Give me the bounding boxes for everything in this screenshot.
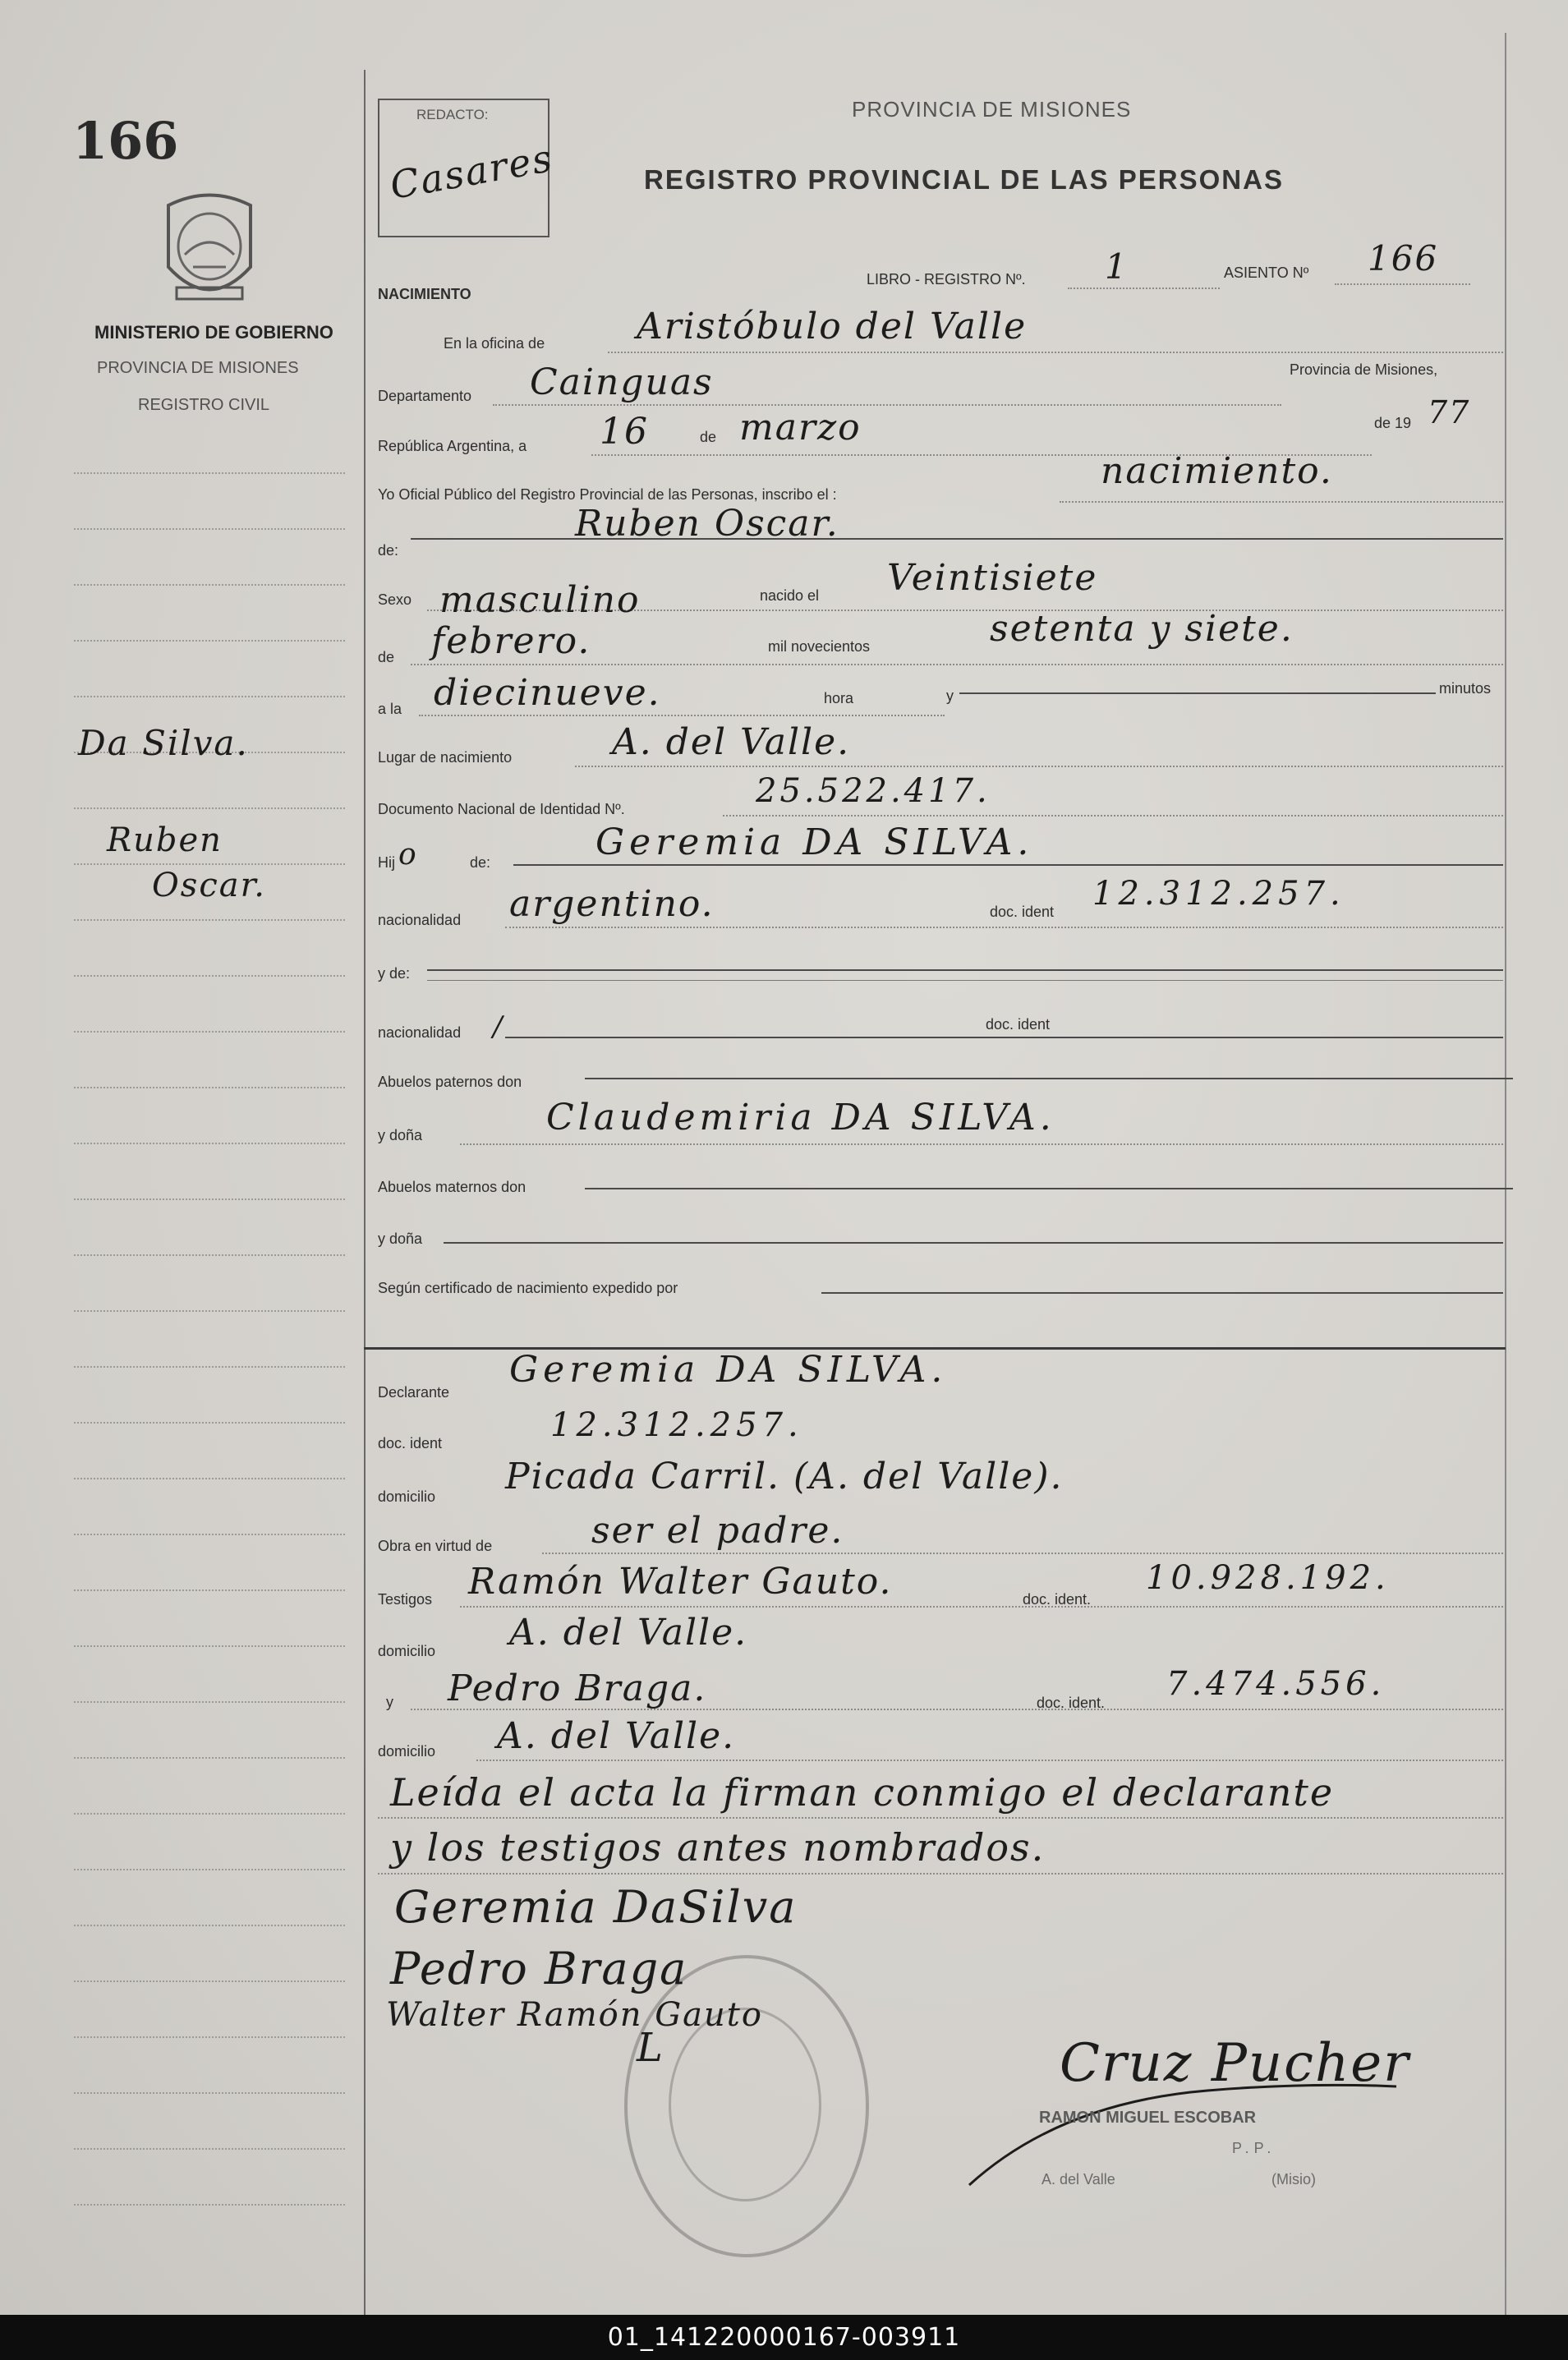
obra-value: ser el padre. — [591, 1510, 844, 1552]
nac2-value: / — [493, 1010, 504, 1043]
testigo2-doc-label: doc. ident. — [1037, 1695, 1106, 1711]
abm-don-label: Abuelos maternos don — [378, 1179, 526, 1195]
official-place: A. del Valle — [1042, 2171, 1115, 2187]
redacto-box — [378, 99, 557, 237]
lugar-label: Lugar de nacimiento — [378, 749, 513, 766]
hora-y-label: y — [946, 688, 954, 704]
official-dept: (Misio) — [1271, 2171, 1316, 2187]
declarante-doc-value: 12.312.257. — [550, 1406, 803, 1444]
ministry-line3: REGISTRO CIVIL — [138, 396, 270, 414]
republica-day: 16 — [600, 411, 649, 453]
testigo1-doc-label: doc. ident. — [1023, 1591, 1092, 1608]
asiento-value: 166 — [1368, 238, 1439, 278]
testigos-label: Testigos — [378, 1591, 433, 1608]
minutos-label: minutos — [1439, 680, 1492, 697]
domicilio2-value: A. del Valle. — [509, 1612, 748, 1654]
mil-label: mil novecientos — [768, 638, 871, 655]
madre-value: Geremia DA SILVA. — [595, 821, 1034, 863]
nac1-label: nacionalidad — [378, 912, 462, 928]
doc1-value: 12.312.257. — [1092, 875, 1345, 913]
inscribo-value: nacimiento. — [1101, 450, 1333, 492]
republica-month: marzo — [739, 407, 862, 449]
testigo1-doc-value: 10.928.192. — [1146, 1559, 1390, 1597]
signature-testigo2: Pedro Braga — [390, 1943, 688, 1994]
sexo-value: masculino — [439, 579, 641, 621]
signature-flourish-icon — [961, 2070, 1405, 2193]
asiento-label: ASIENTO Nº — [1224, 265, 1309, 281]
libro-label: LIBRO - REGISTRO Nº. — [867, 271, 1026, 288]
doc2-label: doc. ident — [986, 1016, 1051, 1033]
departamento-value: Cainguas — [530, 361, 714, 403]
provincia-label: Provincia de Misiones, — [1290, 361, 1438, 378]
official-title: P.P. — [1232, 2140, 1276, 2156]
domicilio3-value: A. del Valle. — [497, 1715, 736, 1757]
page-number: 166 — [72, 111, 179, 171]
abp-dona-label: y doña — [378, 1127, 423, 1143]
departamento-label: Departamento — [378, 388, 472, 404]
lugar-value: A. del Valle. — [612, 721, 851, 763]
libro-value: 1 — [1105, 246, 1129, 287]
hora-label: hora — [824, 690, 854, 706]
hijo-label: Hij — [378, 854, 395, 871]
nacido-label: nacido el — [760, 587, 820, 604]
mil-value: setenta y siete. — [990, 608, 1294, 650]
documento-label: Documento Nacional de Identidad Nº. — [378, 801, 625, 817]
year-label: de 19 — [1374, 415, 1412, 431]
domicilio2-label: domicilio — [378, 1643, 436, 1659]
signature-declarante: Geremia DaSilva — [394, 1881, 798, 1933]
certificado-label: Según certificado de nacimiento expedido por — [378, 1280, 678, 1296]
nombre-value: Ruben Oscar. — [575, 503, 839, 545]
documento-value: 25.522.417. — [756, 772, 991, 810]
closing-line1: Leída el acta la firman conmigo el declarante — [390, 1770, 1335, 1815]
republica-label: República Argentina, a — [378, 438, 527, 454]
domicilio3-label: domicilio — [378, 1743, 436, 1760]
declarante-doc-label: doc. ident — [378, 1435, 443, 1451]
official-name: RAMON MIGUEL ESCOBAR — [1039, 2109, 1257, 2127]
nombre-de-label: de: — [378, 542, 399, 559]
margin-note-surname: Da Silva. — [78, 723, 249, 763]
domicilio-value: Picada Carril. (A. del Valle). — [505, 1456, 1064, 1497]
oficina-value: Aristóbulo del Valle — [637, 306, 1028, 347]
sexo-label: Sexo — [378, 591, 412, 608]
registry-title: REGISTRO PROVINCIAL DE LAS PERSONAS — [644, 164, 1284, 195]
domicilio-label: domicilio — [378, 1488, 436, 1505]
oficina-label: En la oficina de — [444, 335, 545, 352]
obra-label: Obra en virtud de — [378, 1538, 493, 1554]
mes-de-label: de — [378, 649, 395, 665]
footer-code: 01_141220000167-003911 — [607, 2323, 961, 2352]
republica-de-label: de — [700, 429, 717, 445]
official-signature: Cruz Pucher — [1060, 2033, 1410, 2094]
hijo-de-label: de: — [470, 854, 491, 871]
declarante-label: Declarante — [378, 1384, 450, 1401]
closing-line2: y los testigos antes nombrados. — [390, 1825, 1046, 1870]
section-label: NACIMIENTO — [378, 286, 471, 302]
redacto-label: REDACTO: — [416, 107, 489, 122]
redacto-signature: Casares — [386, 136, 557, 208]
hora-value: diecinueve. — [434, 672, 661, 714]
signature-testigo1: Walter Ramón Gauto — [386, 1996, 763, 2034]
nacido-value: Veintisiete — [887, 557, 1098, 599]
abm-dona-label: y doña — [378, 1231, 423, 1247]
hijo-suffix: o — [398, 838, 418, 872]
yde-label: y de: — [378, 965, 411, 982]
year-value: 77 — [1428, 394, 1471, 430]
margin-note-name2: Oscar. — [152, 867, 267, 904]
doc1-label: doc. ident — [990, 904, 1055, 920]
testigo2-value: Pedro Braga. — [448, 1668, 707, 1709]
declarante-value: Geremia DA SILVA. — [509, 1349, 948, 1391]
testigo2-y-label: y — [386, 1694, 393, 1710]
ministry-line1: MINISTERIO DE GOBIERNO — [94, 322, 333, 343]
mes-value: febrero. — [431, 620, 591, 662]
ala-label: a la — [378, 701, 402, 717]
coat-of-arms-icon — [152, 189, 267, 312]
margin-note-name1: Ruben — [107, 821, 223, 859]
inscribo-label: Yo Oficial Público del Registro Provincial de las Personas, inscribo el : — [378, 486, 837, 503]
nac1-value: argentino. — [509, 883, 715, 925]
signature-mark: L — [637, 2025, 664, 2071]
testigo1-value: Ramón Walter Gauto. — [468, 1561, 893, 1603]
abp-dona-value: Claudemiria DA SILVA. — [546, 1097, 1055, 1139]
province-heading: PROVINCIA DE MISIONES — [852, 97, 1132, 122]
nac2-label: nacionalidad — [378, 1024, 462, 1041]
ministry-line2: PROVINCIA DE MISIONES — [97, 359, 299, 377]
abp-don-label: Abuelos paternos don — [378, 1074, 522, 1090]
testigo2-doc-value: 7.474.556. — [1166, 1665, 1386, 1703]
